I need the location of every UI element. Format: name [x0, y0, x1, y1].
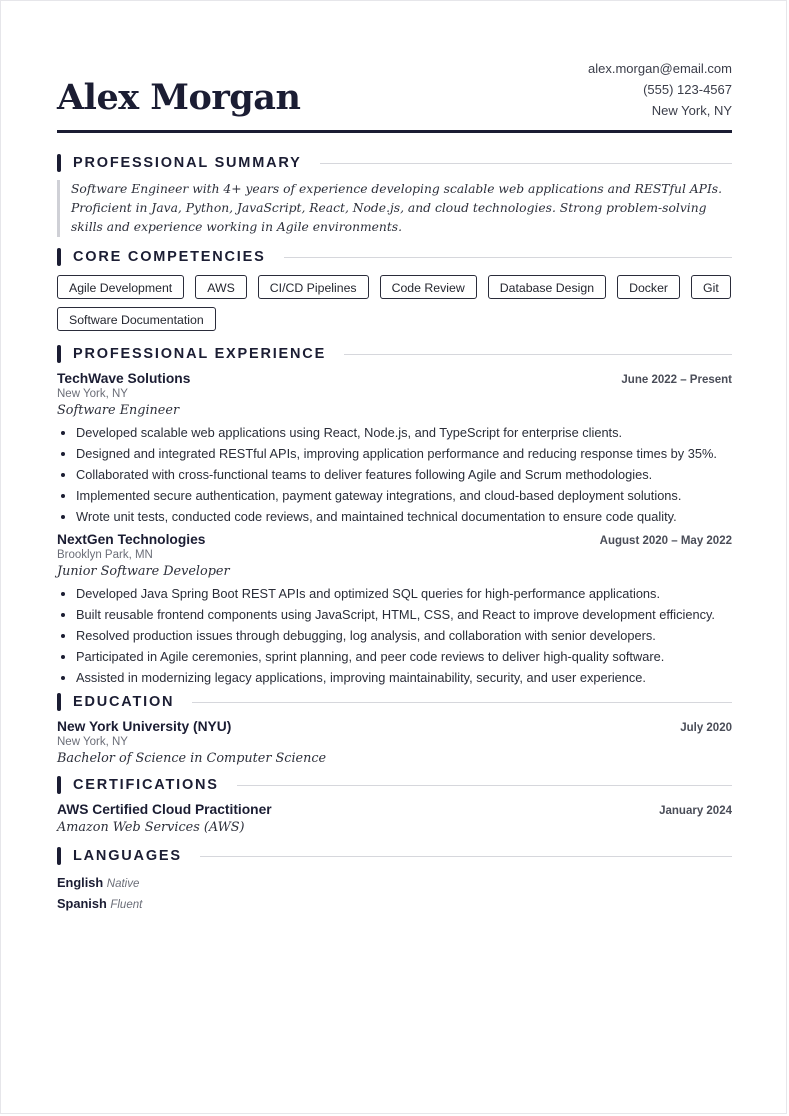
section-accent-bar [57, 847, 61, 865]
job-bullets [57, 585, 732, 687]
competency-chip: Code Review [380, 275, 477, 299]
competency-chip: Software Documentation [57, 307, 216, 331]
section-rule [284, 257, 732, 258]
summary-text: Software Engineer with 4+ years of experience developing scalable web applications and RESTful APIs. Proficient in Java, Python, JavaScript, React, Node.js, and cloud technologies. Strong problem-solving skills and experience working in Agile environments. [57, 180, 732, 237]
competency-chip: Database Design [488, 275, 606, 299]
job-bullet: • Developed Java Spring Boot REST APIs and optimized SQL queries for high-performance applications. [76, 585, 732, 603]
education-school: New York University (NYU) [57, 719, 232, 734]
certification-name: AWS Certified Cloud Practitioner [57, 802, 272, 817]
education-degree: Bachelor of Science in Computer Science [57, 751, 327, 766]
contact-info [588, 58, 732, 121]
job-bullets [57, 424, 732, 526]
section-heading-summary [57, 154, 732, 172]
section-title: LANGUAGES [73, 848, 182, 864]
job-header [57, 532, 732, 547]
section-rule [192, 702, 732, 703]
resume-content [57, 1, 732, 915]
contact-email[interactable]: alex.morgan@email.com [588, 61, 732, 76]
section-accent-bar [57, 776, 61, 794]
language-item [57, 873, 732, 894]
job-bullet: • Implemented secure authentication, payment gateway integrations, and cloud-based deployment solutions. [76, 487, 732, 505]
competency-chip: CI/CD Pipelines [258, 275, 369, 299]
education-date: July 2020 [680, 722, 732, 734]
job-bullet: • Collaborated with cross-functional teams to deliver features following Agile and Scrum methodologies. [76, 466, 732, 484]
language-level: Native [106, 878, 140, 890]
competency-chip: Git [691, 275, 731, 299]
section-heading-experience [57, 345, 732, 363]
section-title: CERTIFICATIONS [73, 777, 219, 793]
section-accent-bar [57, 693, 61, 711]
section-title: CORE COMPETENCIES [73, 249, 266, 265]
competency-chip: Docker [617, 275, 680, 299]
language-name: English [57, 875, 104, 890]
job-bullet: • Participated in Agile ceremonies, sprint planning, and peer code reviews to deliver high-quality software. [76, 648, 732, 666]
resume-header [57, 1, 732, 134]
job-role: Junior Software Developer [57, 564, 230, 579]
header-divider [57, 130, 732, 133]
section-heading-languages [57, 847, 732, 865]
job-bullet: • Resolved production issues through debugging, log analysis, and collaboration with senior developers. [76, 627, 732, 645]
section-title: PROFESSIONAL EXPERIENCE [73, 346, 327, 362]
language-level: Fluent [110, 899, 143, 911]
job-header [57, 371, 732, 386]
education-location: New York, NY [57, 736, 128, 748]
section-accent-bar [57, 154, 61, 172]
job-bullet: • Assisted in modernizing legacy applications, improving maintainability, security, and user experience. [76, 669, 732, 687]
job-location: Brooklyn Park, MN [57, 549, 153, 561]
job-role: Software Engineer [57, 403, 180, 418]
job-entry [57, 371, 732, 526]
candidate-name: Alex Morgan [57, 77, 301, 118]
job-entry [57, 532, 732, 687]
language-name: Spanish [57, 896, 107, 911]
competency-chip: AWS [195, 275, 247, 299]
certification-date: January 2024 [659, 805, 732, 817]
job-dates: June 2022 – Present [621, 374, 732, 386]
language-item [57, 894, 732, 915]
job-company: NextGen Technologies [57, 532, 206, 547]
job-company: TechWave Solutions [57, 371, 191, 386]
section-title: EDUCATION [73, 694, 175, 710]
section-rule [320, 163, 732, 164]
section-accent-bar [57, 248, 61, 266]
job-bullet: • Wrote unit tests, conducted code reviews, and maintained technical documentation to ensure code quality. [76, 508, 732, 526]
language-list [57, 873, 732, 915]
certification-header [57, 802, 732, 817]
competency-chips [57, 275, 732, 331]
education-entry [57, 719, 732, 766]
contact-phone[interactable]: (555) 123-4567 [643, 82, 732, 97]
certification-issuer: Amazon Web Services (AWS) [57, 820, 245, 835]
section-rule [237, 785, 732, 786]
job-bullet: • Developed scalable web applications using React, Node.js, and TypeScript for enterprise clients. [76, 424, 732, 442]
competency-chip: Agile Development [57, 275, 184, 299]
contact-location: New York, NY [651, 103, 732, 118]
certification-entry [57, 802, 732, 835]
education-header [57, 719, 732, 734]
job-bullet: • Designed and integrated RESTful APIs, improving application performance and reducing response times by 35%. [76, 445, 732, 463]
job-dates: August 2020 – May 2022 [599, 535, 732, 547]
section-rule [200, 856, 732, 857]
section-title: PROFESSIONAL SUMMARY [73, 155, 302, 171]
job-bullet: • Built reusable frontend components using JavaScript, HTML, CSS, and React to improve development efficiency. [76, 606, 732, 624]
section-heading-competencies [57, 248, 732, 266]
section-heading-education [57, 693, 732, 711]
section-heading-certifications [57, 776, 732, 794]
section-rule [344, 354, 732, 355]
job-location: New York, NY [57, 388, 128, 400]
section-accent-bar [57, 345, 61, 363]
